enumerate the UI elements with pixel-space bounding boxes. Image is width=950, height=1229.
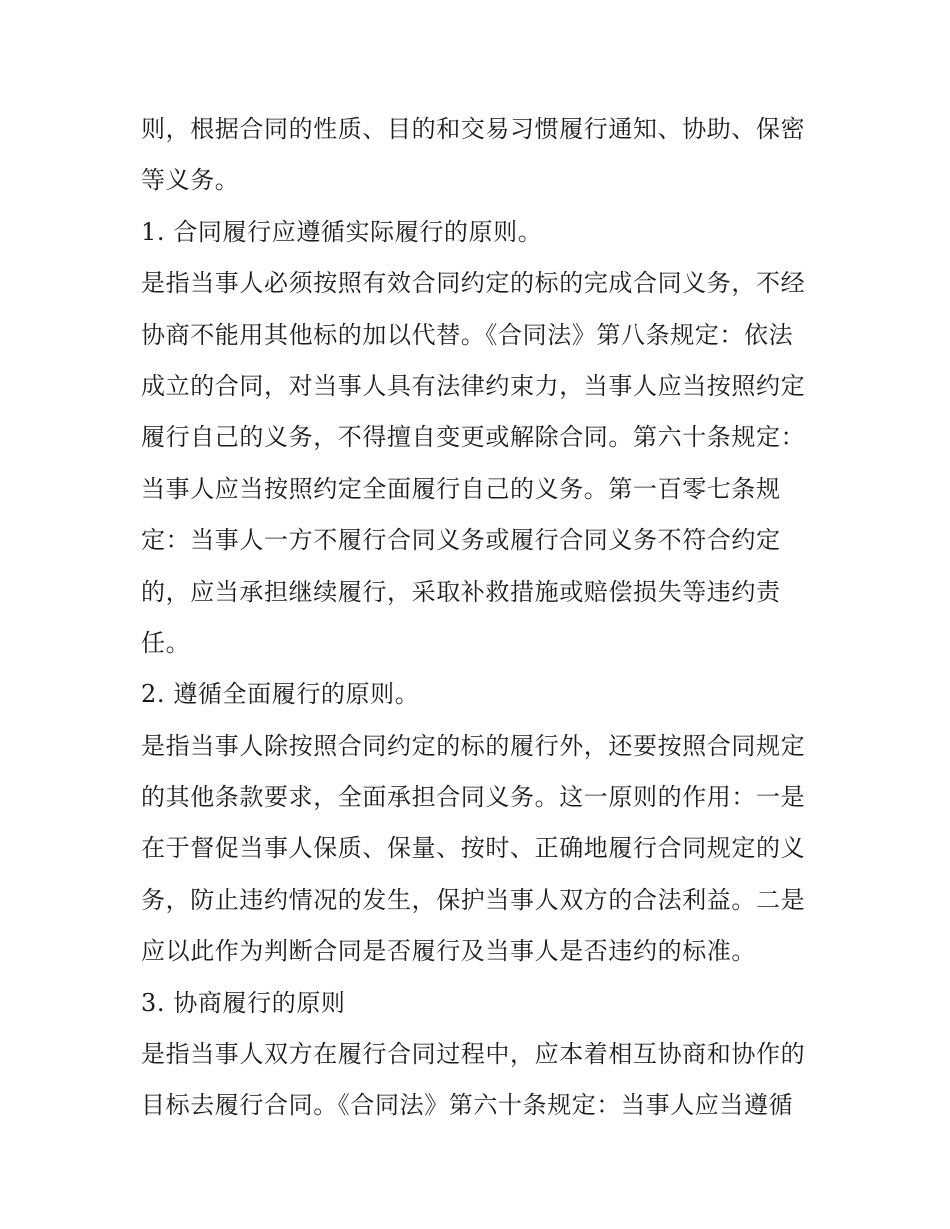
section-heading-3: 3. 协商履行的原则 <box>141 988 346 1017</box>
document-body <box>141 104 821 1132</box>
text-line: 成立的合同，对当事人具有法律约束力，当事人应当按照约定 <box>141 371 806 400</box>
text-line: 务，防止违约情况的发生，保护当事人双方的合法利益。二是 <box>141 885 806 914</box>
text-line: 定：当事人一方不履行合同义务或履行合同义务不符合约定 <box>141 526 781 555</box>
text-line: 履行自己的义务，不得擅自变更或解除合同。第六十条规定： <box>141 423 806 452</box>
text-line: 是指当事人必须按照有效合同约定的标的完成合同义务，不经 <box>141 269 806 298</box>
text-line: 的其他条款要求，全面承担合同义务。这一原则的作用：一是 <box>141 783 806 812</box>
text-line: 是指当事人除按照合同约定的标的履行外，还要按照合同规定 <box>141 731 806 760</box>
text-line: 协商不能用其他标的加以代替。《合同法》第八条规定：依法 <box>141 320 794 349</box>
section-heading-2: 2. 遵循全面履行的原则。 <box>141 680 420 709</box>
text-line: 是指当事人双方在履行合同过程中，应本着相互协商和协作的 <box>141 1040 806 1069</box>
section-heading-1: 1. 合同履行应遵循实际履行的原则。 <box>141 217 543 246</box>
text-line: 当事人应当按照约定全面履行自己的义务。第一百零七条规 <box>141 474 781 503</box>
text-line: 应以此作为判断合同是否履行及当事人是否违约的标准。 <box>141 937 756 966</box>
text-line: 的，应当承担继续履行，采取补救措施或赔偿损失等违约责 <box>141 577 781 606</box>
text-line: 等义务。 <box>141 166 240 195</box>
text-line: 则，根据合同的性质、目的和交易习惯履行通知、协助、保密 <box>141 115 806 143</box>
text-line: 在于督促当事人保质、保量、按时、正确地履行合同规定的义 <box>141 834 806 863</box>
text-line: 任。 <box>141 628 191 657</box>
text-line: 目标去履行合同。《合同法》第六十条规定：当事人应当遵循 <box>141 1091 794 1120</box>
